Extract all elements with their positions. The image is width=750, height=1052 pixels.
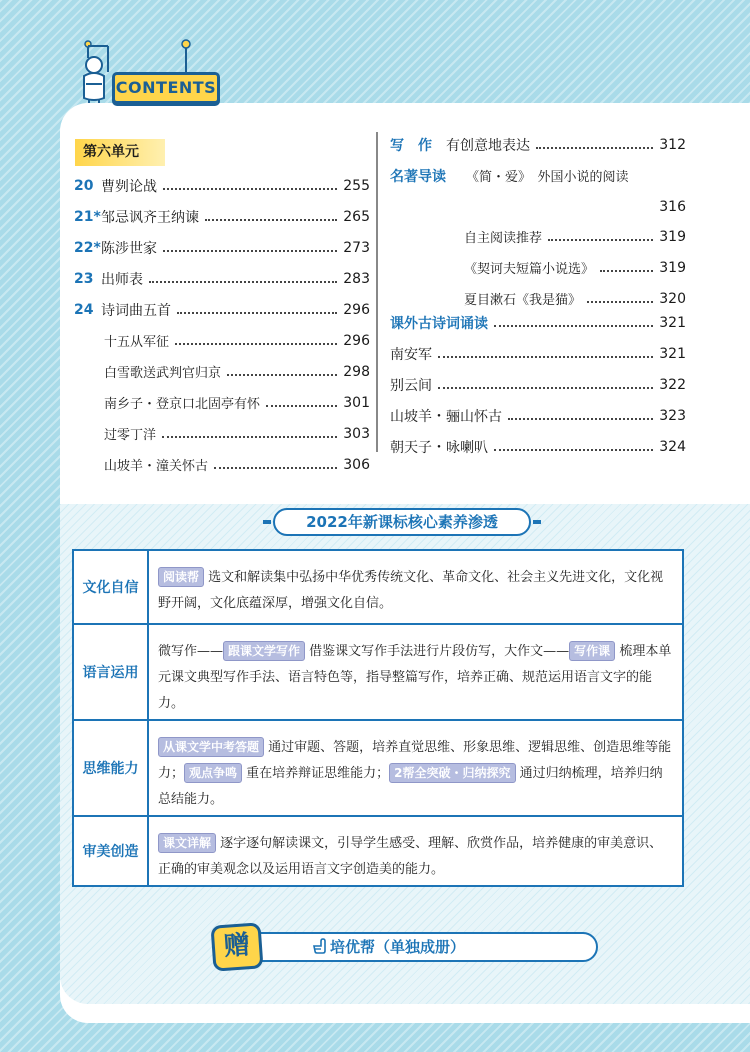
toc-sub-item[interactable] [104, 449, 370, 480]
toc-page: 306 [343, 456, 370, 473]
row-label: 语言运用 [74, 625, 149, 719]
toc-sub-title: 自主阅读推荐 [464, 231, 543, 246]
table-row-language [74, 623, 682, 719]
toc-page: 316 [659, 198, 686, 215]
text-segment: 梳理本单元课文典型写作手法、语言特色等，指导整篇写作，培养正确、规范运用语言文字的能力。 [158, 644, 672, 711]
leader-dots [163, 188, 337, 190]
core-literacy-table [72, 549, 684, 887]
unit-label: 第六单元 [75, 139, 165, 166]
toc-sub-item[interactable] [104, 325, 370, 356]
toc-page: 296 [343, 301, 370, 318]
row-label: 思维能力 [74, 721, 149, 815]
toc-page: 319 [659, 228, 686, 245]
toc-title: 曹刿论战 [101, 178, 157, 195]
column-tag[interactable]: 2帮全突破・归纳探究 [389, 763, 515, 783]
leader-dots [536, 147, 653, 149]
leader-dots [508, 418, 653, 420]
toc-number: 24 [74, 301, 94, 318]
leader-dots [548, 239, 653, 241]
leader-dots [438, 356, 653, 358]
column-tag[interactable]: 观点争鸣 [184, 763, 242, 783]
toc-item[interactable] [74, 232, 370, 263]
toc-page: 265 [343, 208, 370, 225]
column-tag[interactable]: 写作课 [569, 641, 615, 661]
toc-item-extra[interactable] [390, 307, 686, 338]
toc-title: 诗词曲五首 [101, 302, 171, 319]
leader-dots [163, 250, 337, 252]
toc-left-main [74, 170, 370, 325]
toc-item-writing[interactable] [390, 129, 686, 160]
core-literacy-title: 2022年新课标核心素养渗透 [273, 508, 531, 536]
toc-page: 303 [343, 425, 370, 442]
toc-item[interactable] [390, 400, 686, 431]
leader-dots [266, 405, 337, 407]
row-text [158, 735, 672, 813]
leader-dots [227, 374, 337, 376]
bonus-text: 培优帮（单独成册） [330, 938, 466, 956]
toc-title: 邹忌讽齐王纳谏 [101, 209, 199, 226]
leader-dots [600, 270, 653, 272]
toc-page: 296 [343, 332, 370, 349]
toc-item-reading-page[interactable] [390, 191, 686, 222]
toc-right-sub [464, 221, 686, 314]
toc-item[interactable] [74, 201, 370, 232]
toc-title: 南安军 [390, 346, 432, 363]
table-row-thinking [74, 719, 682, 815]
toc-item[interactable] [74, 294, 370, 325]
toc-sub-item[interactable] [104, 418, 370, 449]
section-label-writing: 写 作 [390, 137, 432, 154]
toc-title: 《简・爱》 外国小说的阅读 [466, 170, 629, 185]
toc-sub-item[interactable] [104, 387, 370, 418]
leader-dots [162, 436, 337, 438]
leader-dots [494, 325, 653, 327]
toc-sub-title: 夏目漱石《我是猫》 [464, 293, 582, 308]
toc-page: 324 [659, 438, 686, 455]
text-segment: 重在培养辩证思维能力； [242, 766, 390, 781]
text-segment: 逐字逐句解读课文，引导学生感受、理解、欣赏作品，培养健康的审美意识、正确的审美观念以及运用语言文字创造美的能力。 [158, 836, 663, 877]
row-text [158, 639, 672, 717]
leader-dots [149, 281, 337, 283]
table-row-culture [74, 551, 682, 623]
toc-sub-title: 白雪歌送武判官归京 [104, 366, 222, 381]
toc-title: 陈涉世家 [101, 240, 157, 257]
toc-sub-item[interactable] [464, 221, 686, 252]
toc-page: 301 [343, 394, 370, 411]
row-label: 文化自信 [74, 551, 149, 623]
toc-title: 有创意地表达 [446, 137, 530, 154]
column-tag[interactable]: 从课文学中考答题 [158, 737, 264, 757]
toc-sub-item[interactable] [464, 252, 686, 283]
leader-dots [214, 467, 337, 469]
toc-page: 298 [343, 363, 370, 380]
toc-sub-item[interactable] [104, 356, 370, 387]
toc-number: 23 [74, 270, 94, 287]
toc-item[interactable] [390, 431, 686, 462]
leader-dots [438, 387, 653, 389]
toc-page: 319 [659, 259, 686, 276]
toc-page: 320 [659, 290, 686, 307]
text-segment: 通过审题、答题，培养直觉思维、形象思维、逻辑思维、创造思维等能力； [158, 740, 672, 781]
toc-number: 21* [74, 208, 101, 225]
toc-title: 朝天子・咏喇叭 [390, 439, 488, 456]
leader-dots [494, 449, 653, 451]
toc-right [390, 129, 686, 222]
leader-dots [205, 219, 337, 221]
text-segment: 通过归纳梳理，培养归纳总结能力。 [158, 766, 663, 807]
text-segment: 借鉴课文写作手法进行片段仿写，大作文—— [305, 644, 570, 659]
column-tag[interactable]: 阅读帮 [158, 567, 204, 587]
section-label-reading: 名著导读 [390, 168, 446, 185]
column-tag[interactable]: 跟课文学写作 [223, 641, 305, 661]
toc-left-sub [104, 325, 370, 480]
toc-page: 322 [659, 376, 686, 393]
toc-item[interactable] [74, 263, 370, 294]
column-tag[interactable]: 课文详解 [158, 833, 216, 853]
toc-page: 312 [659, 136, 686, 153]
toc-page: 323 [659, 407, 686, 424]
toc-sub-title: 《契诃夫短篇小说选》 [464, 262, 595, 277]
row-text [158, 565, 672, 617]
text-segment: 微写作—— [158, 644, 224, 659]
toc-page: 273 [343, 239, 370, 256]
toc-item[interactable] [390, 338, 686, 369]
toc-title: 山坡羊・骊山怀古 [390, 408, 502, 425]
toc-page: 255 [343, 177, 370, 194]
section-label-extra: 课外古诗词诵读 [390, 315, 488, 332]
column-divider [376, 132, 378, 452]
leader-dots [587, 301, 653, 303]
toc-sub-title: 南乡子・登京口北固亭有怀 [104, 397, 261, 412]
toc-title: 别云间 [390, 377, 432, 394]
toc-sub-title: 十五从军征 [104, 335, 170, 350]
leader-dots [466, 209, 653, 211]
toc-title: 出师表 [101, 271, 143, 288]
row-label: 审美创造 [74, 817, 149, 885]
toc-item[interactable] [390, 369, 686, 400]
toc-item-reading[interactable] [390, 160, 686, 191]
toc-item[interactable] [74, 170, 370, 201]
gift-badge: 赠 [210, 922, 263, 971]
row-text [158, 831, 672, 883]
text-segment: 选文和解读集中弘扬中华优秀传统文化、革命文化、社会主义先进文化，文化视野开阔，文化底蕴深厚，增强文化自信。 [158, 570, 664, 611]
pointing-hand-icon [312, 937, 328, 955]
table-row-aesthetic [74, 815, 682, 885]
leader-dots [175, 343, 337, 345]
toc-page: 321 [659, 314, 686, 331]
toc-number: 22* [74, 239, 101, 256]
leader-dots [177, 312, 337, 314]
toc-sub-title: 山坡羊・潼关怀古 [104, 459, 209, 474]
toc-number: 20 [74, 177, 94, 194]
contents-badge: CONTENTS [112, 72, 220, 104]
toc-sub-title: 过零丁洋 [104, 428, 157, 443]
toc-right-poems [390, 307, 686, 462]
toc-page: 321 [659, 345, 686, 362]
toc-page: 283 [343, 270, 370, 287]
